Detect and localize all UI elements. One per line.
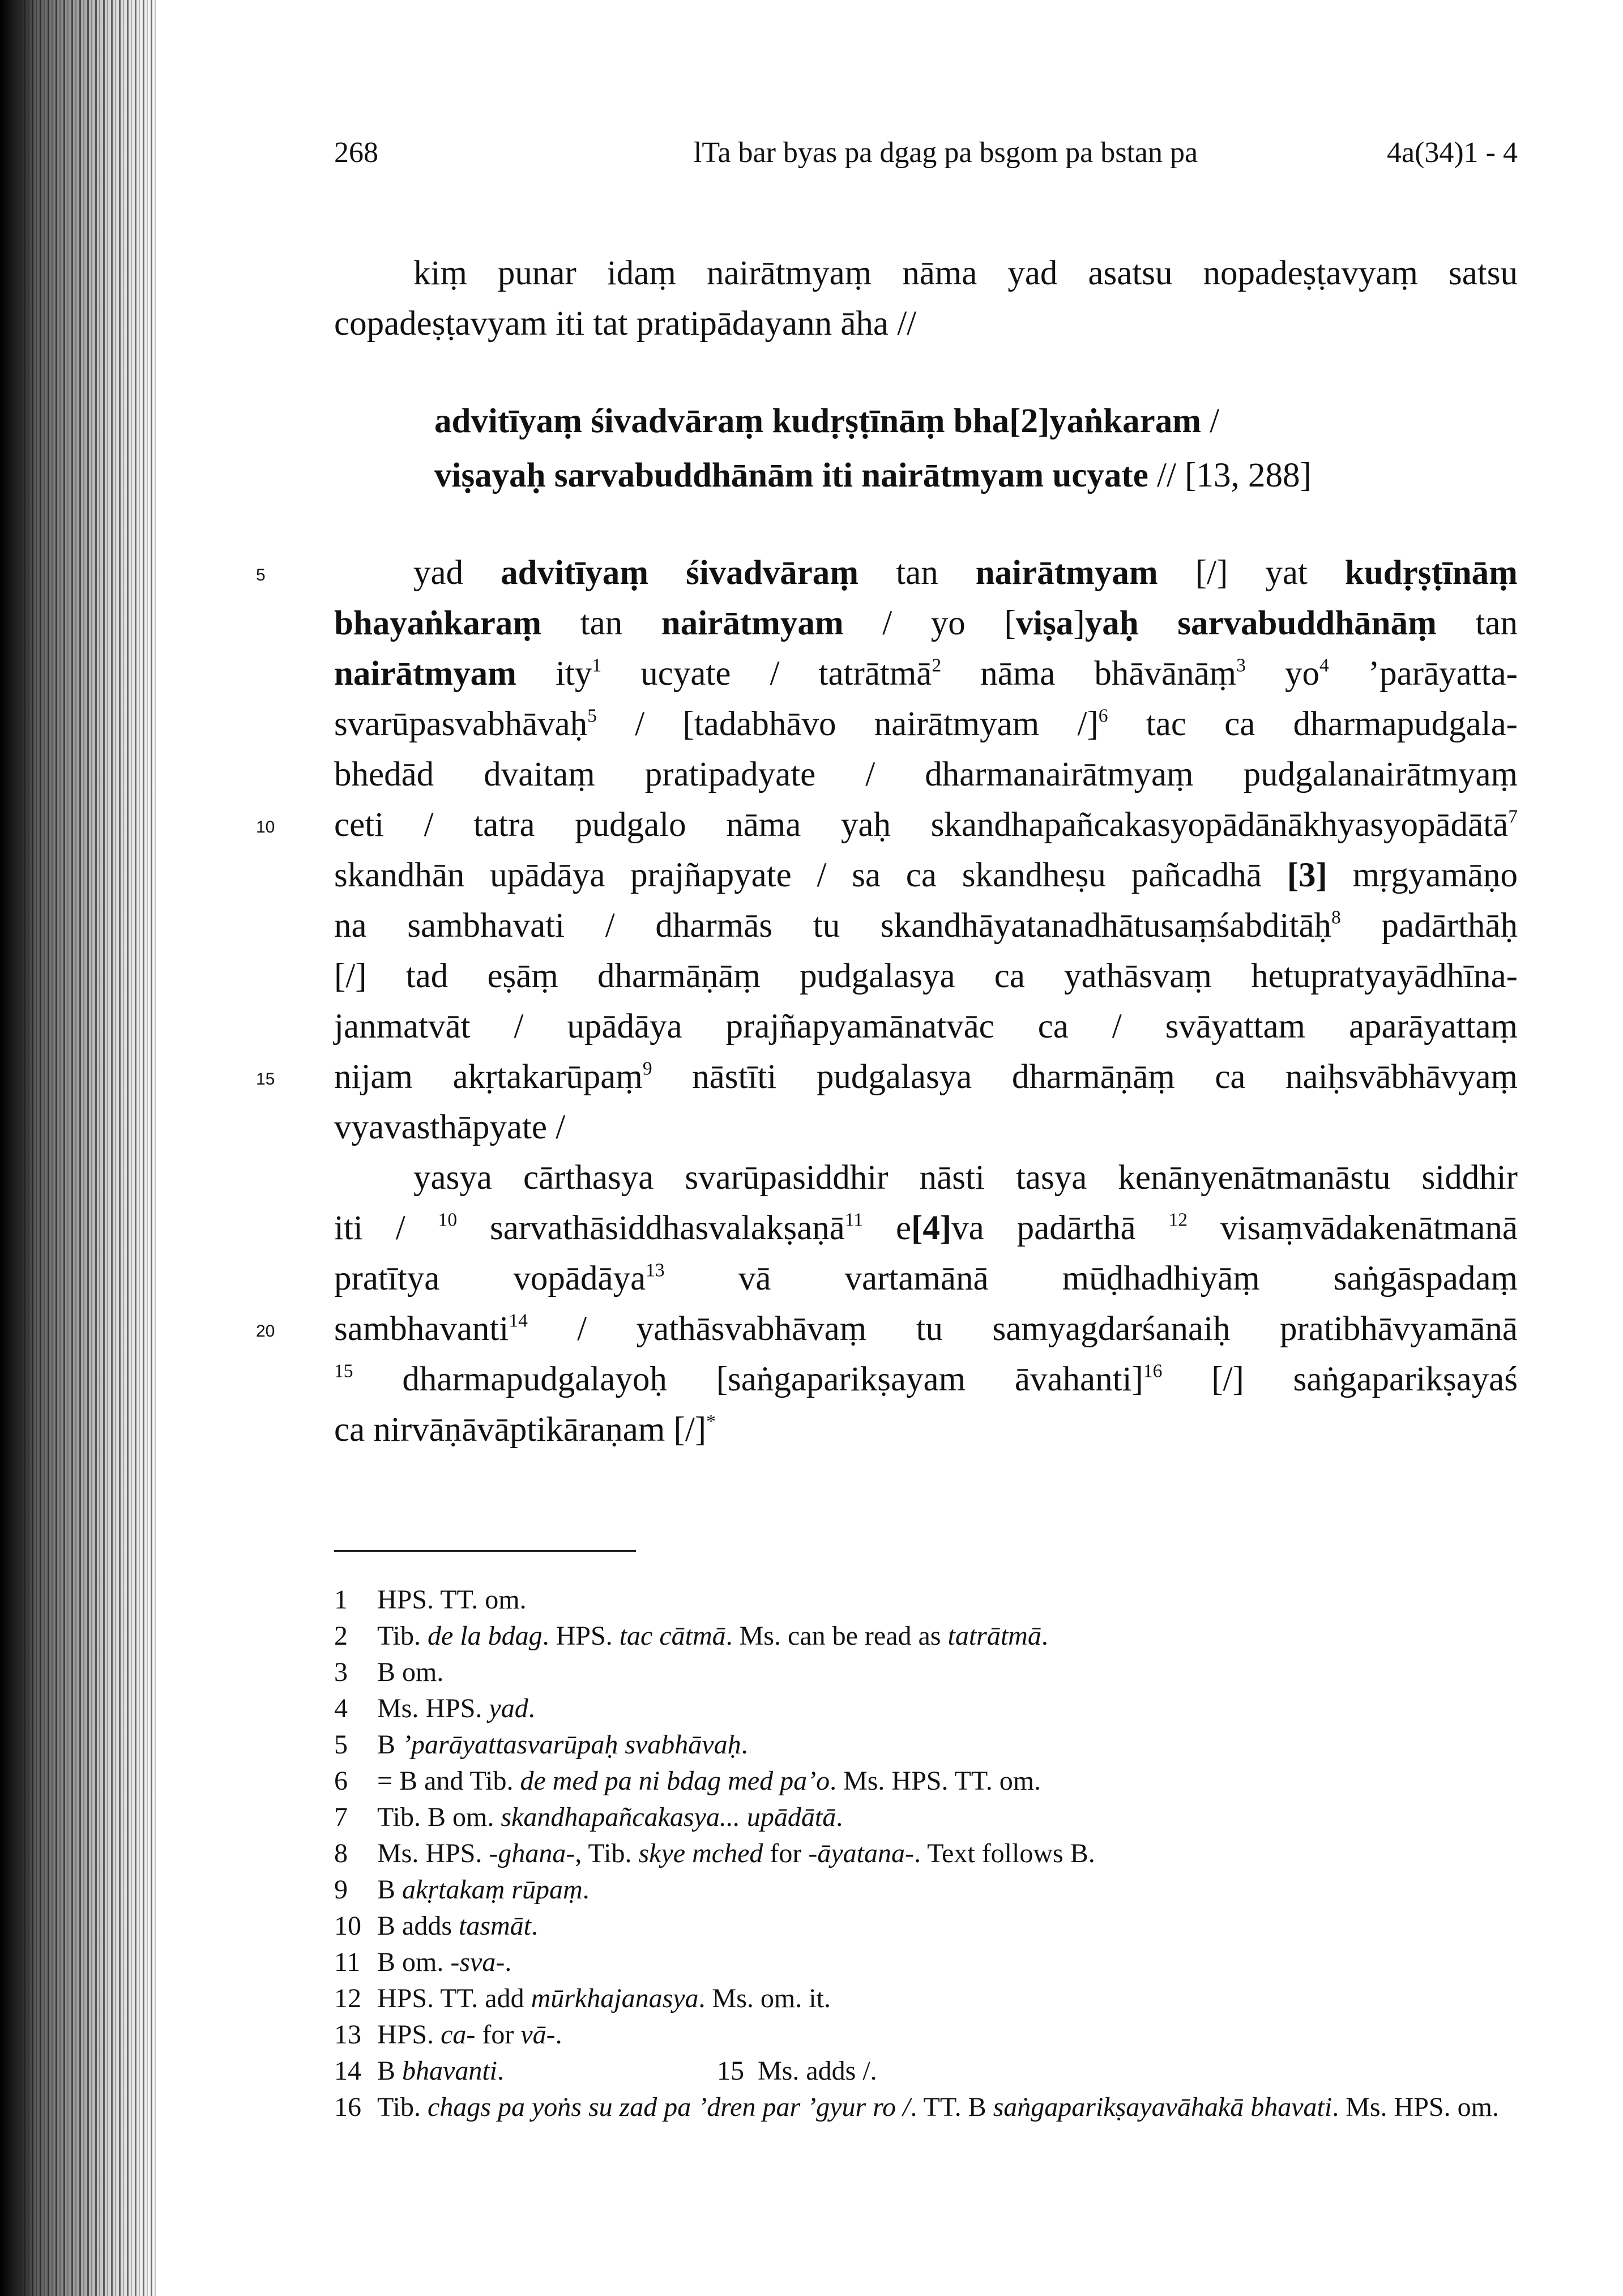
- footnote-marker: 5: [587, 705, 597, 727]
- text-run: tan: [541, 604, 661, 642]
- text-run: nāma bhāvānāṃ: [941, 655, 1237, 693]
- italic-text: -ghana-: [489, 1838, 575, 1868]
- text-run: .: [528, 1693, 535, 1723]
- text-run: . Ms. HPS. TT. om.: [830, 1766, 1041, 1796]
- bold-text: nairātmyam: [975, 554, 1158, 592]
- text-run: .: [531, 1911, 539, 1941]
- footnote-number: 3: [334, 1657, 348, 1687]
- bold-text: nairātmyam: [661, 604, 844, 642]
- footnote-number: 2: [334, 1621, 348, 1651]
- footnote-marker: 15: [334, 1360, 353, 1382]
- bold-text: viṣa: [1015, 604, 1074, 642]
- text-run: .: [505, 1947, 512, 1977]
- text-run: janmatvāt / upādāya prajñapyamānatvāc ca / svāyattam aparāyattaṃ: [334, 1008, 1518, 1045]
- footnote: [334, 2053, 1518, 2089]
- footnote-number: 8: [334, 1838, 348, 1868]
- bold-text: [4]: [911, 1209, 952, 1247]
- italic-text: saṅgaparikṣayavāhakā bhavati: [993, 2092, 1332, 2122]
- folio-reference: 4a(34)1 - 4: [1386, 136, 1518, 169]
- footnote-marker: 3: [1236, 655, 1246, 676]
- text-line: [334, 1203, 1518, 1253]
- text-run: .: [1041, 1621, 1048, 1651]
- text-run: B adds: [377, 1911, 459, 1941]
- text-line: [334, 699, 1518, 749]
- footnote-marker: 13: [646, 1260, 665, 1281]
- footnote-number: 16: [334, 2092, 361, 2122]
- bold-text: viṣayaḥ sarvabuddhānām iti nairātmyam ucyate: [434, 456, 1148, 494]
- text-line: [256, 800, 1518, 850]
- text-run: . Ms. om. it.: [698, 1983, 831, 2013]
- text-run: / [tadabhāvo nairātmyam /]: [596, 705, 1099, 743]
- text-run: , Tib.: [575, 1838, 639, 1868]
- text-run: yasya cārthasya svarūpasiddhir nāsti tasya kenānyenātmanāstu siddhir: [413, 1159, 1518, 1197]
- line-number: 5: [256, 566, 266, 584]
- text-run: HPS. TT. add: [377, 1983, 531, 2013]
- text-run: .: [741, 1730, 748, 1760]
- text-run: HPS. TT. om.: [377, 1585, 527, 1615]
- text-line: [334, 749, 1518, 800]
- bold-text: yaḥ sarvabuddhānāṃ: [1084, 604, 1437, 642]
- text-line: [334, 1405, 1518, 1455]
- text-run: /: [1201, 402, 1220, 440]
- text-run: .: [497, 2056, 504, 2086]
- text-run: Ms. adds /.: [758, 2056, 877, 2086]
- italic-text: skye mched: [638, 1838, 763, 1868]
- italic-text: de med pa ni bdag med pa’o: [520, 1766, 830, 1796]
- text-run: .: [836, 1802, 843, 1832]
- text-run: bhedād dvaitaṃ pratipadyate / dharmanairātmyaṃ pudgalanairātmyaṃ: [334, 756, 1518, 793]
- text-run: // [13, 288]: [1148, 456, 1312, 494]
- text-run: mṛgyamāṇo: [1327, 856, 1518, 894]
- text-run: HPS.: [377, 2020, 441, 2050]
- text-run: Tib. B om.: [377, 1802, 501, 1832]
- footnote-marker: 1: [592, 655, 602, 676]
- text-run: svarūpasvabhāvaḥ: [334, 705, 588, 743]
- text-run: padārthāḥ: [1340, 907, 1518, 945]
- footnote-marker: 16: [1143, 1360, 1163, 1382]
- text-run: Tib.: [377, 1621, 428, 1651]
- footnote: [334, 1981, 1518, 2017]
- text-run: B: [377, 2056, 403, 2086]
- footnote-number: 1: [334, 1585, 348, 1615]
- footnote-marker: 7: [1508, 806, 1518, 827]
- footnote-number: 6: [334, 1766, 348, 1796]
- footnote: [334, 1618, 1518, 1654]
- footnote-marker: 4: [1319, 655, 1329, 676]
- footnote-rule: [334, 1550, 636, 1552]
- text-run: copadeṣṭavyam iti tat pratipādayann āha //: [334, 305, 917, 343]
- footnote: [334, 2089, 1518, 2126]
- bold-text: advitīyaṃ śivadvāraṃ kudṛṣṭīnāṃ bha[2]yaṅkaram: [434, 402, 1202, 440]
- text-run: [/] yat: [1158, 554, 1345, 592]
- text-line: [334, 1253, 1518, 1304]
- footnote: [334, 1908, 1518, 1944]
- verse: [434, 394, 1312, 503]
- footnote: [334, 2017, 1518, 2053]
- text-run: visaṃvādakenātmanā: [1188, 1209, 1518, 1247]
- italic-text: tatrātmā: [947, 1621, 1041, 1651]
- text-run: B om.: [377, 1947, 451, 1977]
- italic-text: ca-: [441, 2020, 476, 2050]
- text-run: B om.: [377, 1657, 444, 1687]
- text-run: ]: [1073, 604, 1085, 642]
- line-number: 15: [256, 1070, 275, 1089]
- footnote-number: 7: [334, 1802, 348, 1832]
- bold-text: [3]: [1287, 856, 1327, 894]
- text-run: ity: [516, 655, 592, 693]
- footnote-marker: 11: [844, 1209, 864, 1231]
- text-run: ucyate / tatrātmā: [601, 655, 932, 693]
- text-run: tan: [1436, 604, 1518, 642]
- text-line: [434, 449, 1312, 503]
- running-title: lTa bar byas pa dgag pa bsgom pa bstan pa: [693, 136, 1198, 169]
- footnote-number: 14: [334, 2056, 361, 2086]
- footnote-marker: 9: [642, 1058, 652, 1079]
- italic-text: akṛtakaṃ rūpaṃ: [402, 1875, 583, 1905]
- text-run: [/] tad eṣāṃ dharmāṇāṃ pudgalasya ca yathāsvaṃ hetupratyayādhīna-: [334, 957, 1518, 995]
- text-line: [334, 901, 1518, 951]
- text-run: . HPS.: [542, 1621, 620, 1651]
- footnote-marker: 6: [1098, 705, 1108, 727]
- footnote: [334, 1763, 1518, 1799]
- footnote: [717, 2053, 877, 2089]
- italic-text: tasmāt: [459, 1911, 532, 1941]
- text-run: vyavasthāpyate /: [334, 1108, 566, 1146]
- text-run: va padārthā: [951, 1209, 1169, 1247]
- bold-text: advitīyaṃ śivadvāraṃ: [501, 554, 859, 592]
- footnote-number: 12: [334, 1983, 361, 2013]
- footnote-marker: *: [706, 1411, 716, 1432]
- commentary-text: [256, 548, 1518, 1455]
- text-run: Tib.: [377, 2092, 428, 2122]
- text-run: . TT. B: [910, 2092, 993, 2122]
- text-run: sarvathāsiddhasvalakṣaṇā: [457, 1209, 845, 1247]
- text-run: B: [377, 1875, 403, 1905]
- text-run: na sambhavati / dharmās tu skandhāyatanadhātusaṃśabditāḥ: [334, 907, 1332, 945]
- italic-text: de la bdag: [427, 1621, 543, 1651]
- text-run: ’parāyatta-: [1329, 655, 1518, 693]
- footnote: [334, 1691, 1518, 1727]
- text-line: [334, 598, 1518, 648]
- text-line: [334, 1153, 1518, 1203]
- footnote-number: 5: [334, 1730, 348, 1760]
- text-run: for: [475, 2020, 521, 2050]
- text-line: [334, 1354, 1518, 1405]
- footnote-number: 15: [717, 2056, 744, 2086]
- italic-text: mūrkhajanasya: [531, 1983, 699, 2013]
- bold-text: kudṛṣṭīnāṃ: [1344, 554, 1518, 592]
- italic-text: tac cātmā: [619, 1621, 726, 1651]
- text-run: . Ms. HPS. om.: [1332, 2092, 1499, 2122]
- italic-text: yad: [489, 1693, 528, 1723]
- footnote: [334, 1654, 1518, 1691]
- footnote: [334, 1836, 1518, 1872]
- text-run: yad: [413, 554, 501, 592]
- text-run: tac ca dharmapudgala-: [1108, 705, 1518, 743]
- footnotes: [334, 1582, 1518, 2126]
- footnote: [334, 1944, 1518, 1981]
- text-run: Ms. HPS.: [377, 1693, 489, 1723]
- page-number: 268: [334, 136, 378, 169]
- italic-text: bhavanti: [402, 2056, 497, 2086]
- footnote-number: 13: [334, 2020, 361, 2050]
- running-header: [334, 136, 1518, 172]
- text-run: for: [763, 1838, 809, 1868]
- text-line: [334, 951, 1518, 1001]
- text-run: = B and Tib.: [377, 1766, 520, 1796]
- footnote: [334, 1872, 1518, 1908]
- footnote-marker: 10: [438, 1209, 458, 1231]
- italic-text: skandhapañcakasya... upādātā: [501, 1802, 836, 1832]
- text-run: nāstīti pudgalasya dharmāṇāṃ ca naiḥsvābhāvyaṃ: [652, 1058, 1518, 1096]
- line-number: 20: [256, 1322, 275, 1341]
- scanned-page-edge: [0, 0, 159, 2296]
- footnote-number: 4: [334, 1693, 348, 1723]
- text-run: kiṃ punar idaṃ nairātmyaṃ nāma yad asatsu nopadeṣṭavyaṃ satsu: [413, 254, 1518, 292]
- text-run: B: [377, 1730, 403, 1760]
- footnote: [334, 1799, 1518, 1836]
- text-run: nijam akṛtakarūpaṃ: [334, 1058, 643, 1096]
- text-run: iti /: [334, 1209, 438, 1247]
- text-run: sambhavanti: [334, 1310, 509, 1348]
- text-line: [334, 850, 1518, 901]
- text-line: [334, 1001, 1518, 1052]
- text-line: [434, 394, 1312, 449]
- text-run: / yathāsvabhāvaṃ tu samyagdarśanaiḥ pratibhāvyamānā: [527, 1310, 1518, 1348]
- footnote-number: 11: [334, 1947, 361, 1977]
- text-run: ca nirvāṇāvāptikāraṇam [/]: [334, 1411, 707, 1449]
- text-line: [334, 1102, 1518, 1153]
- text-run: .: [582, 1875, 590, 1905]
- footnote: [334, 1582, 1518, 1618]
- text-run: Ms. HPS.: [377, 1838, 489, 1868]
- text-run: dharmapudgalayoḥ [saṅgaparikṣayam āvahanti]: [353, 1360, 1143, 1398]
- italic-text: chags pa yoṅs su zad pa ’dren par ’gyur ro /: [427, 2092, 911, 2122]
- text-run: skandhān upādāya prajñapyate / sa ca skandheṣu pañcadhā: [334, 856, 1287, 894]
- italic-text: -sva-: [450, 1947, 505, 1977]
- footnote-marker: 12: [1168, 1209, 1188, 1231]
- intro-paragraph: [334, 248, 1518, 349]
- text-run: [/] saṅgaparikṣayaś: [1162, 1360, 1518, 1398]
- footnote: [334, 1727, 1518, 1763]
- text-run: . Text follows B.: [913, 1838, 1095, 1868]
- text-run: pratītya vopādāya: [334, 1260, 646, 1298]
- text-line: [256, 1304, 1518, 1354]
- footnote-number: 10: [334, 1911, 361, 1941]
- text-run: . Ms. can be read as: [725, 1621, 948, 1651]
- text-run: / yo [: [843, 604, 1016, 642]
- text-line: [334, 648, 1518, 699]
- bold-text: nairātmyam: [334, 655, 516, 693]
- text-run: e: [863, 1209, 912, 1247]
- text-run: tan: [859, 554, 976, 592]
- text-line: [256, 1052, 1518, 1102]
- text-run: vā vartamānā mūḍhadhiyāṃ saṅgāspadaṃ: [664, 1260, 1518, 1298]
- text-run: ceti / tatra pudgalo nāma yaḥ skandhapañcakasyopādānākhyasyopādātā: [334, 806, 1509, 844]
- italic-text: -āyatana-: [808, 1838, 914, 1868]
- text-run: .: [555, 2020, 562, 2050]
- text-line: [334, 298, 1518, 349]
- text-run: yo: [1245, 655, 1319, 693]
- line-number: 10: [256, 818, 275, 837]
- italic-text: ’parāyattasvarūpaḥ svabhāvaḥ: [402, 1730, 741, 1760]
- footnote-marker: 8: [1331, 907, 1341, 928]
- bold-text: bhayaṅkaraṃ: [334, 604, 542, 642]
- footnote-number: 9: [334, 1875, 348, 1905]
- text-line: [334, 248, 1518, 298]
- footnote-marker: 2: [932, 655, 942, 676]
- text-line: [256, 548, 1518, 598]
- italic-text: vā-: [520, 2020, 556, 2050]
- footnote-marker: 14: [509, 1310, 528, 1331]
